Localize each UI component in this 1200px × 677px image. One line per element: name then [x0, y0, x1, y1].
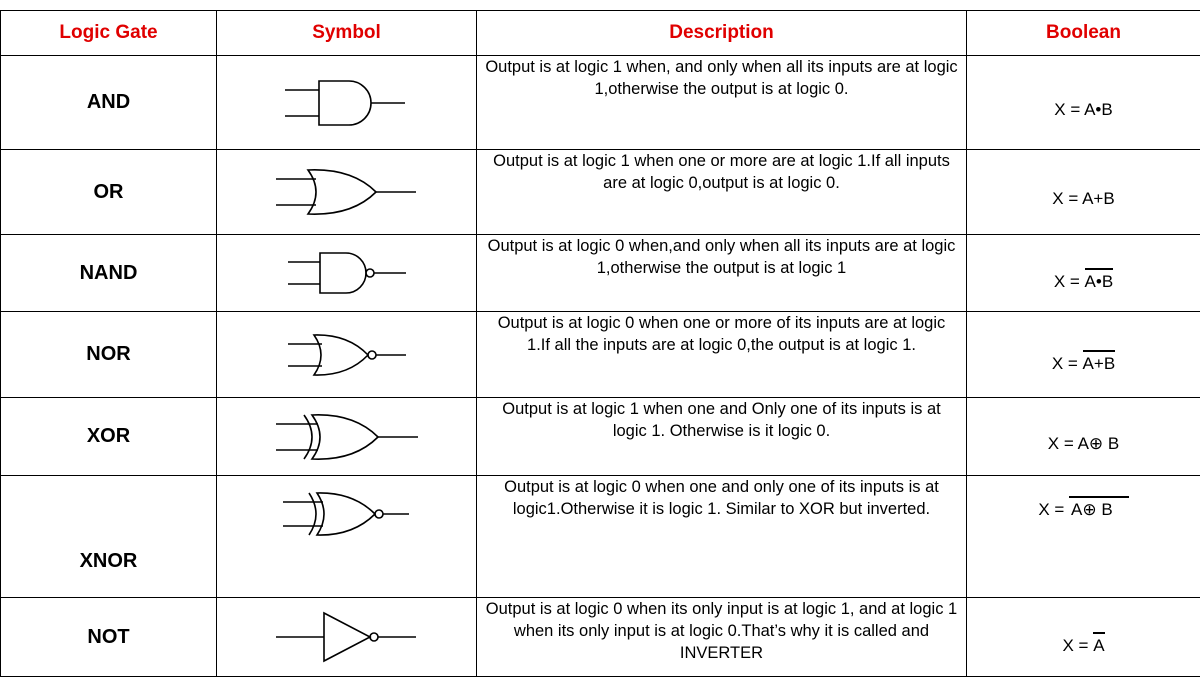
gate-boolean — [967, 150, 1200, 235]
nand-gate-icon — [282, 248, 412, 298]
gate-name: AND — [1, 56, 217, 150]
boolean-expression: A⊕ B — [1078, 434, 1120, 453]
boolean-expression: A⊕ B — [1069, 496, 1129, 519]
boolean-expression: A — [1093, 632, 1104, 655]
xnor-gate-icon — [277, 488, 417, 540]
gate-symbol-cell — [217, 56, 477, 150]
gate-description: Output is at logic 1 when one and Only one of its inputs is at logic 1. Otherwise is it logic 0. — [477, 398, 967, 476]
boolean-prefix: X = — [1038, 500, 1069, 519]
boolean-expression: A•B — [1084, 100, 1113, 119]
boolean-prefix: X = — [1054, 100, 1084, 119]
boolean-prefix: X = — [1052, 354, 1083, 373]
table-row — [1, 235, 1200, 312]
gate-boolean — [967, 398, 1200, 476]
boolean-prefix: X = — [1062, 636, 1093, 655]
table-row — [1, 56, 1200, 150]
gate-boolean — [967, 56, 1200, 150]
header-logic-gate: Logic Gate — [1, 11, 217, 56]
gate-name: NOT — [1, 598, 217, 677]
gate-description: Output is at logic 0 when,and only when all its inputs are at logic 1,otherwise the output is at logic 1 — [477, 235, 967, 312]
gate-description: Output is at logic 0 when one or more of its inputs are at logic 1.If all the inputs are at logic 0,the output is at logic 1. — [477, 312, 967, 398]
boolean-expression: A+B — [1082, 189, 1115, 208]
boolean-expression: A+B — [1083, 350, 1116, 373]
header-boolean: Boolean — [967, 11, 1200, 56]
gate-description: Output is at logic 1 when one or more are at logic 1.If all inputs are at logic 0,output is at logic 0. — [477, 150, 967, 235]
gate-description: Output is at logic 1 when, and only when all its inputs are at logic 1,otherwise the output is at logic 0. — [477, 56, 967, 150]
gate-boolean — [967, 598, 1200, 677]
gate-name: NOR — [1, 312, 217, 398]
gate-name: XNOR — [1, 476, 217, 598]
gate-name: OR — [1, 150, 217, 235]
logic-gates-table — [0, 10, 1200, 677]
table-row — [1, 398, 1200, 476]
gate-name: NAND — [1, 235, 217, 312]
table-header-row — [1, 11, 1200, 56]
header-symbol: Symbol — [217, 11, 477, 56]
not-gate-icon — [272, 609, 422, 665]
gate-description: Output is at logic 0 when its only input is at logic 1, and at logic 1 when its only input is at logic 0.That’s why it is called and INVERTER — [477, 598, 967, 677]
nor-gate-icon — [282, 330, 412, 380]
table-row — [1, 598, 1200, 677]
boolean-expression: A•B — [1085, 268, 1114, 291]
gate-symbol-cell — [217, 235, 477, 312]
gate-description: Output is at logic 0 when one and only one of its inputs is at logic1.Otherwise it is logic 1. Similar to XOR but inverted. — [477, 476, 967, 598]
gate-name: XOR — [1, 398, 217, 476]
and-gate-icon — [277, 75, 417, 131]
boolean-prefix: X = — [1048, 434, 1078, 453]
table-row — [1, 476, 1200, 598]
gate-boolean — [967, 312, 1200, 398]
gate-symbol-cell — [217, 150, 477, 235]
gate-symbol-cell — [217, 398, 477, 476]
gate-boolean — [967, 476, 1200, 598]
xor-gate-icon — [272, 409, 422, 465]
boolean-prefix: X = — [1054, 272, 1085, 291]
boolean-prefix: X = — [1052, 189, 1082, 208]
gate-symbol-cell — [217, 476, 477, 598]
gate-symbol-cell — [217, 312, 477, 398]
table-row — [1, 150, 1200, 235]
or-gate-icon — [272, 164, 422, 220]
gate-symbol-cell — [217, 598, 477, 677]
table-row — [1, 312, 1200, 398]
gate-boolean — [967, 235, 1200, 312]
header-description: Description — [477, 11, 967, 56]
